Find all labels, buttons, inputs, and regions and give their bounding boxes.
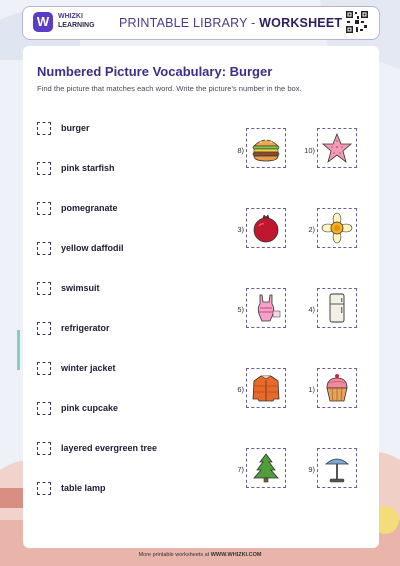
answer-box[interactable] [37, 362, 51, 375]
worksheet-instructions: Find the picture that matches each word. Write the picture's number in the box. [37, 84, 302, 93]
swimsuit-icon [250, 292, 282, 324]
picture-card [246, 368, 286, 408]
footer-text: More printable worksheets at [138, 552, 211, 558]
cupcake-icon [321, 372, 353, 404]
footer-link[interactable]: WWW.WHIZKI.COM [210, 552, 262, 558]
answer-box[interactable] [37, 282, 51, 295]
word-label: layered evergreen tree [61, 443, 158, 453]
picture-number: 8) [237, 146, 244, 155]
word-label: table lamp [61, 483, 106, 493]
picture-card [317, 208, 357, 248]
burger-icon [250, 132, 282, 164]
picture-number: 7) [237, 465, 244, 474]
picture-card [317, 368, 357, 408]
brand-name [58, 12, 95, 30]
header-title-bold: WORKSHEET [259, 16, 343, 30]
worksheet-title: Numbered Picture Vocabulary: Burger [37, 64, 273, 79]
picture-number: 5) [237, 305, 244, 314]
picture-card [246, 208, 286, 248]
picture-card [317, 128, 357, 168]
answer-box[interactable] [37, 122, 51, 135]
picture-number: 4) [308, 305, 315, 314]
jacket-icon [250, 372, 282, 404]
brand-line2: LEARNING [58, 22, 95, 29]
answer-box[interactable] [37, 402, 51, 415]
picture-number: 3) [237, 225, 244, 234]
picture-number: 10) [304, 146, 315, 155]
answer-box[interactable] [37, 162, 51, 175]
header-title-prefix: PRINTABLE LIBRARY - [119, 16, 260, 30]
picture-number: 6) [237, 385, 244, 394]
picture-card [246, 448, 286, 488]
starfish-icon [321, 132, 353, 164]
picture-card [246, 128, 286, 168]
picture-number: 1) [308, 385, 315, 394]
brand-line1: WHIZKI [58, 13, 83, 20]
word-label: pink cupcake [61, 403, 119, 413]
daffodil-icon [321, 212, 353, 244]
answer-box[interactable] [37, 442, 51, 455]
word-label: pink starfish [61, 163, 115, 173]
answer-box[interactable] [37, 322, 51, 335]
word-label: refrigerator [61, 323, 110, 333]
word-label: swimsuit [61, 283, 100, 293]
pomegranate-icon [250, 212, 282, 244]
header-bar [22, 6, 380, 40]
picture-number: 2) [308, 225, 315, 234]
qr-code-icon [345, 10, 369, 34]
picture-card [317, 288, 357, 328]
word-label: yellow daffodil [61, 243, 124, 253]
word-label: pomegranate [61, 203, 118, 213]
header-title [119, 16, 342, 30]
word-label: winter jacket [61, 363, 116, 373]
footer [0, 552, 400, 558]
answer-box[interactable] [37, 242, 51, 255]
table-lamp-icon [321, 452, 353, 484]
picture-number: 9) [308, 465, 315, 474]
picture-card [317, 448, 357, 488]
word-label: burger [61, 123, 90, 133]
evergreen-tree-icon [250, 452, 282, 484]
answer-box[interactable] [37, 482, 51, 495]
refrigerator-icon [321, 292, 353, 324]
whizki-logo: W [33, 12, 53, 32]
answer-box[interactable] [37, 202, 51, 215]
picture-card [246, 288, 286, 328]
